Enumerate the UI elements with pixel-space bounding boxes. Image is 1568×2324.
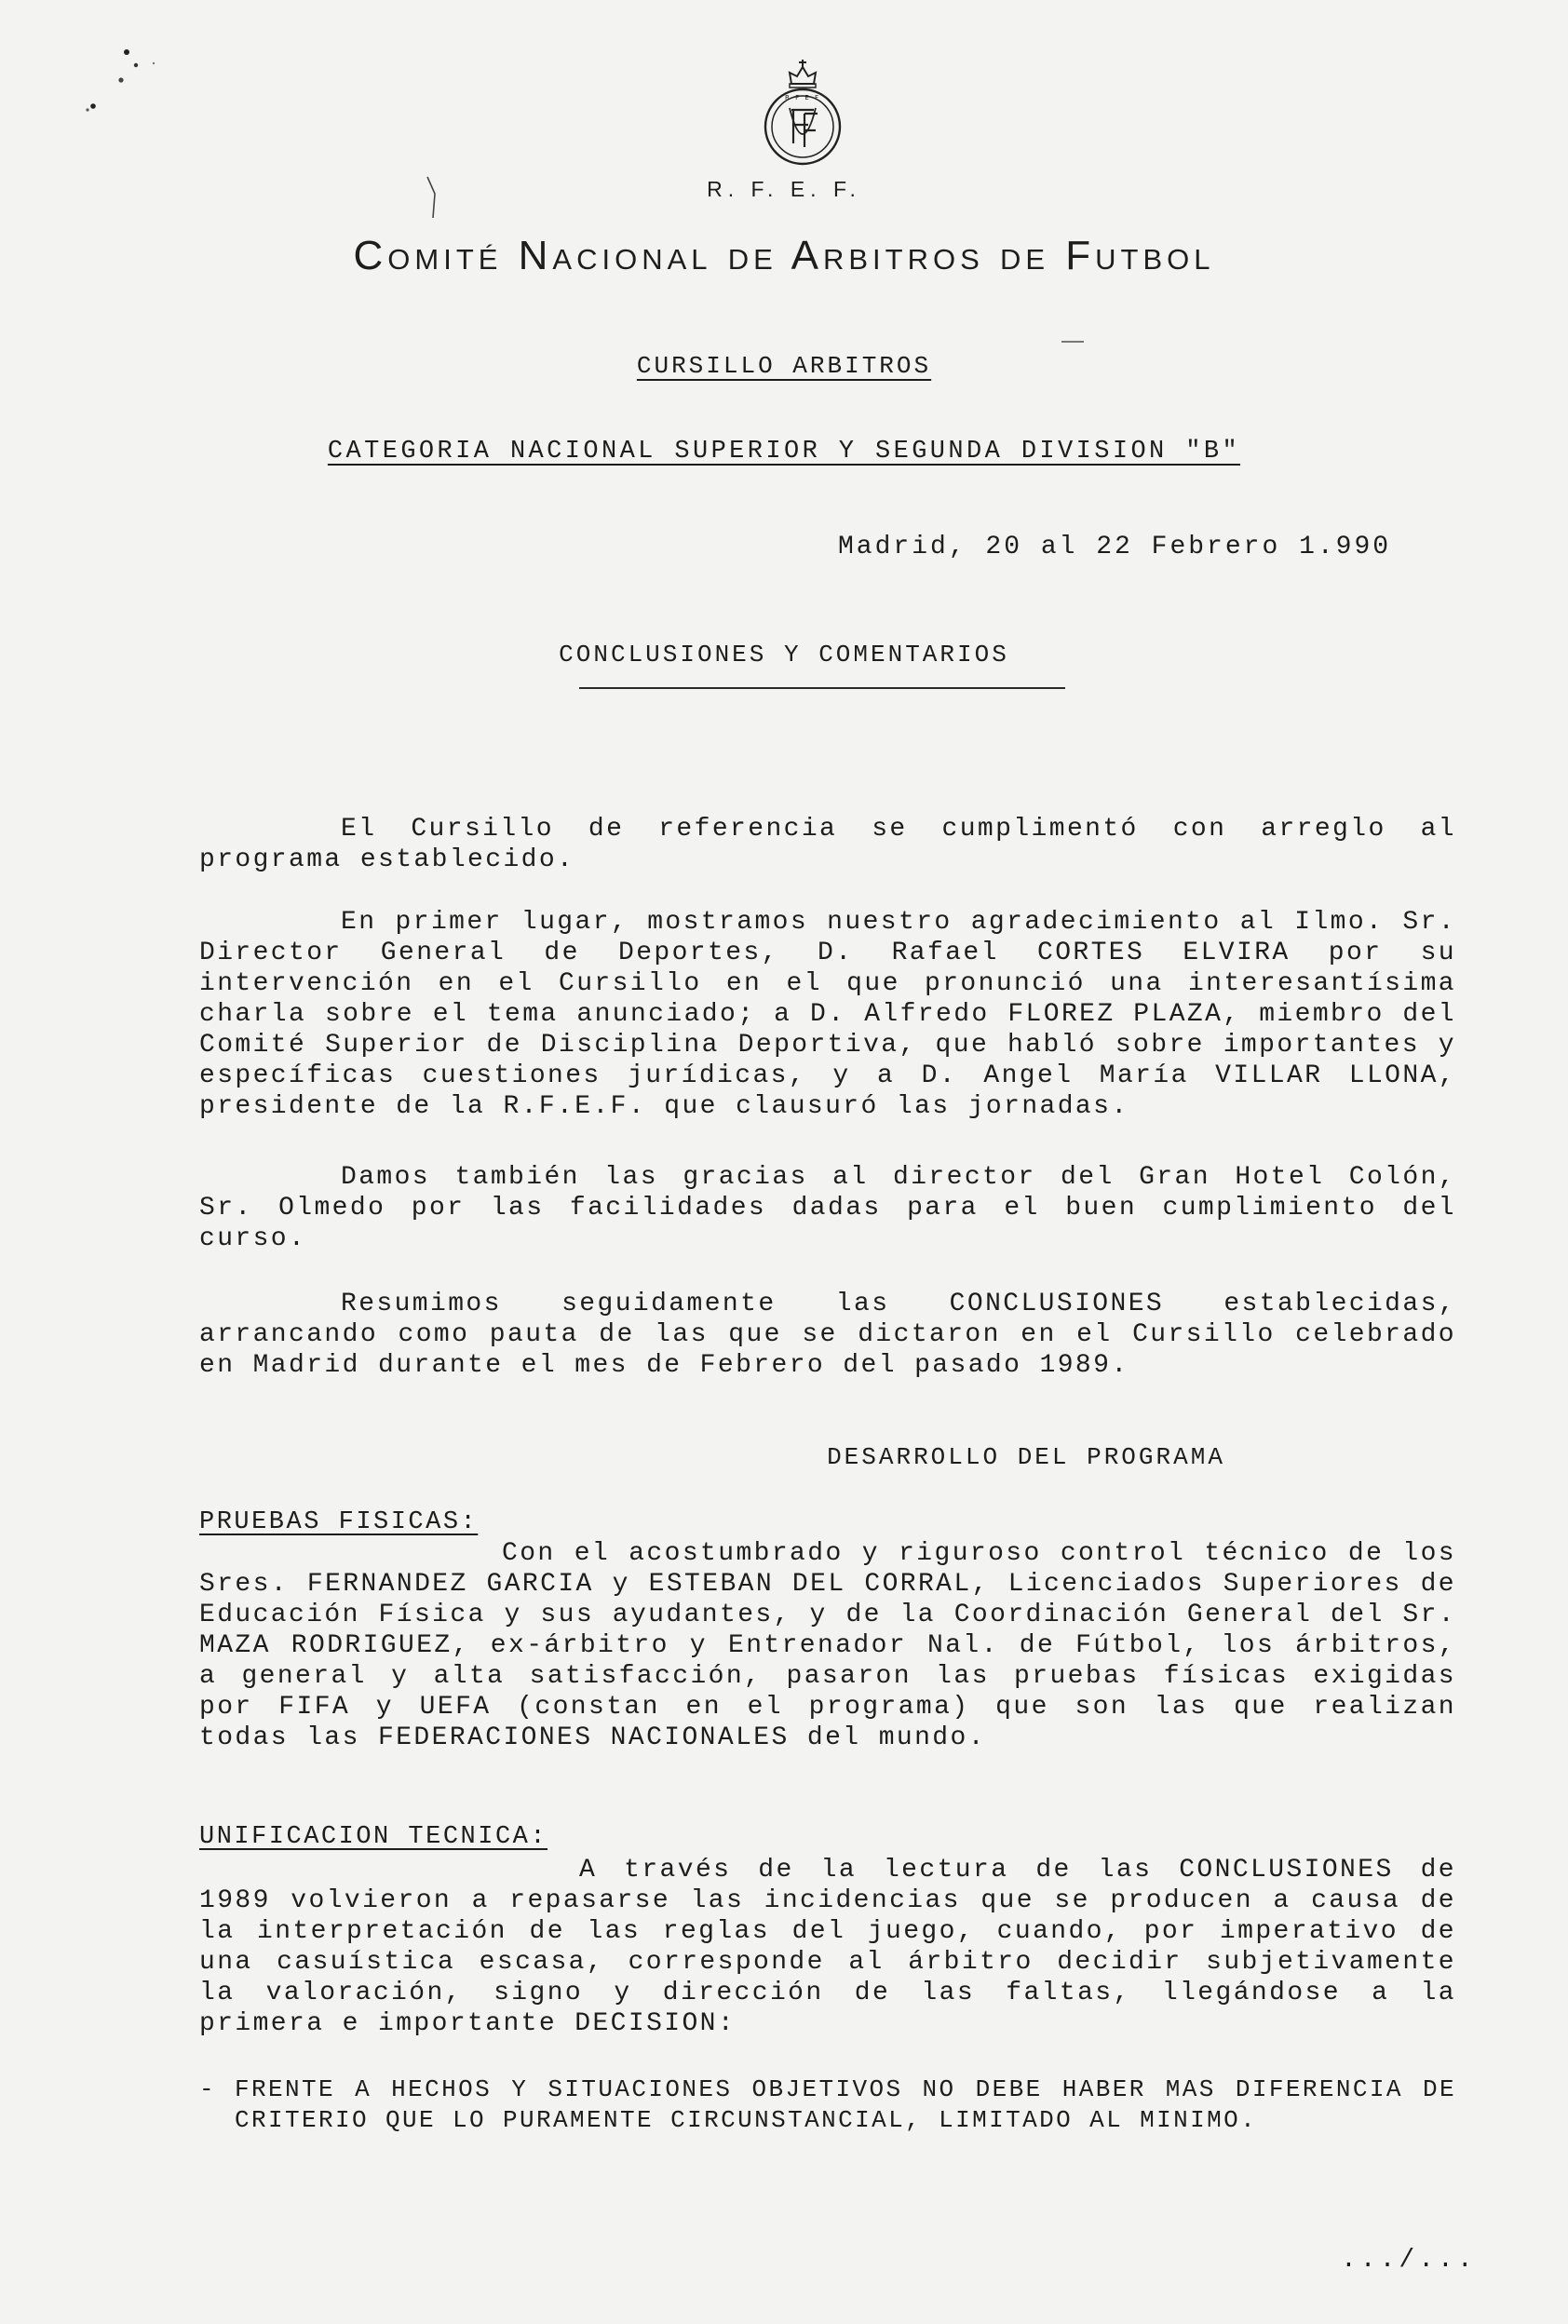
intro-paragraph-1 <box>199 814 1456 875</box>
pruebas-fisicas-label: PRUEBAS FISICAS: <box>199 1508 479 1536</box>
programa-title: DESARROLLO DEL PROGRAMA <box>827 1443 1225 1471</box>
category-title: CATEGORIA NACIONAL SUPERIOR Y SEGUNDA DIVISION "B" <box>327 438 1241 466</box>
scan-specks <box>56 37 205 140</box>
intro-text-2: En primer lugar, mostramos nuestro agradecimiento al Ilmo. Sr. Director General de Deportes, D. Rafael CORTES ELVIRA por su intervención en el Cursillo en el que pronunció una interesantísima charla sobre el tema anunciado; a D. Alfredo FLOREZ PLAZA, miembro del Comité Superior de Disciplina Deportiva, que habló sobre importantes y específicas cuestiones jurídicas, y a D. Angel María VILLAR LLONA, presidente de la R.F.E.F. que clausuró las jornadas. <box>199 908 1456 1121</box>
intro-paragraph-2 <box>199 907 1456 1122</box>
decision-bullet-text: FRENTE A HECHOS Y SITUACIONES OBJETIVOS NO DEBE HABER MAS DIFERENCIA DE CRITERIO QUE LO PURAMENTE CIRCUNSTANCIAL, LIMITADO AL MINIMO. <box>235 2075 1456 2134</box>
course-title: CURSILLO ARBITROS <box>636 352 932 380</box>
scan-dash-mark <box>1061 341 1084 343</box>
section-title-rule <box>579 687 1065 689</box>
page-continuation: .../... <box>1341 2246 1477 2275</box>
committee-title: Comité Nacional de Arbitros de Futbol <box>353 233 1215 278</box>
decision-bullet <box>199 2074 1456 2136</box>
bullet-dash: - <box>199 2075 217 2103</box>
intro-text-3: Damos también las gracias al director del Gran Hotel Colón, Sr. Olmedo por las facilidades dadas para el buen cumplimiento del curso. <box>199 1163 1456 1253</box>
svg-text:R F E F: R F E F <box>784 94 821 101</box>
intro-paragraph-3 <box>199 1162 1456 1254</box>
section-title: CONCLUSIONES Y COMENTARIOS <box>559 641 1009 669</box>
pruebas-fisicas-text: Con el acostumbrado y riguroso control técnico de los Sres. FERNANDEZ GARCIA y ESTEBAN DEL CORRAL, Licenciados Superiores de Educación Física y sus ayudantes, y de la Coordinación General del Sr. MAZA RODRIGUEZ, ex-árbitro y Entrenador Nal. de Fútbol, los árbitros, a general y alta satisfacción, pasaron las pruebas físicas exigidas por FIFA y UEFA (constan en el programa) que son las que realizan todas las FEDERACIONES NACIONALES del mundo. <box>199 1539 1456 1752</box>
intro-paragraph-4 <box>199 1289 1456 1381</box>
unificacion-tecnica-label: UNIFICACION TECNICA: <box>199 1823 548 1851</box>
unificacion-tecnica-paragraph <box>199 1855 1456 2039</box>
intro-text-1: El Cursillo de referencia se cumplimentó con arreglo al programa establecido. <box>199 815 1456 874</box>
intro-text-4: Resumimos seguidamente las CONCLUSIONES establecidas, arrancando como pauta de las que se dictaron en el Cursillo celebrado en Madrid durante el mes de Febrero del pasado 1989. <box>199 1290 1456 1380</box>
rfef-crest-logo <box>756 58 849 169</box>
unificacion-tecnica-text: A través de la lectura de las CONCLUSIONES de 1989 volvieron a repasarse las incidencias que se producen a causa de la interpretación de las reglas del juego, cuando, por imperativo de una casuística escasa, corresponde al árbitro decidir subjetivamente la valoración, signo y dirección de las faltas, llegándose a la primera e importante DECISION: <box>199 1856 1456 2038</box>
document-date: Madrid, 20 al 22 Febrero 1.990 <box>838 533 1392 561</box>
pruebas-fisicas-paragraph <box>199 1538 1456 1753</box>
org-abbreviation: R. F. E. F. <box>707 177 861 201</box>
